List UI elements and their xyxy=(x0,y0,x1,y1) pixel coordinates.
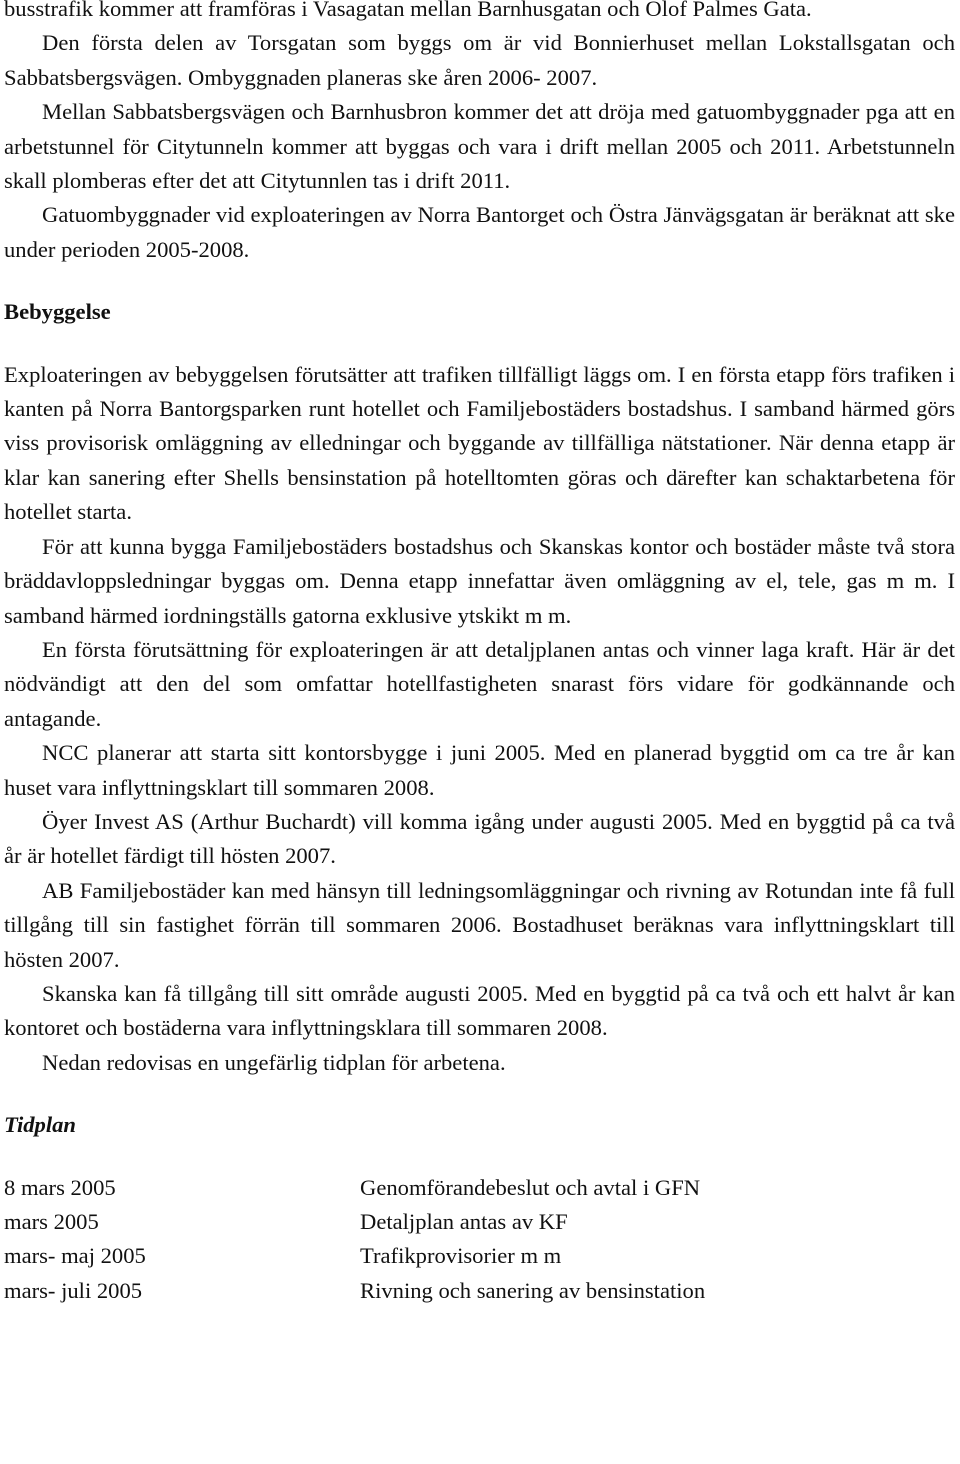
familjebostader-paragraph: För att kunna bygga Familjebostäders bostadshus och Skanskas kontor och bostäder måste två stora bräddavloppsledningar byggas om. Denna etapp innefattar även omläggning av el, tele, gas m m. I samband härmed iordningställs gatorna exklusive ytskikt m m. xyxy=(4,533,955,628)
schedule-row xyxy=(4,1239,955,1273)
schedule-date: mars 2005 xyxy=(4,1209,99,1234)
skanska-paragraph: Skanska kan få tillgång till sitt område augusti 2005. Med en byggtid på ca två och ett halvt år kan kontoret och bostäderna vara inflyttningsklara till sommaren 2008. xyxy=(4,980,955,1041)
exploatering-paragraph: Exploateringen av bebyggelsen förutsätter att trafiken tillfälligt läggs om. I en första etapp förs trafiken i kanten på Norra Bantorgsparken runt hotellet och Familjebostäders bostadshus. I samband härmed görs viss provisorisk omläggning av elledningar och byggande av tillfälliga nätstationer. När denna etapp är klar kan sanering efter Shells bensinstation på hotelltomten göras och därefter kan schaktarbetena för hotellet starta. xyxy=(4,361,955,525)
tidplan-intro-paragraph: Nedan redovisas en ungefärlig tidplan för arbetena. xyxy=(42,1049,506,1075)
sabbatsbergsvagen-paragraph: Mellan Sabbatsbergsvägen och Barnhusbron kommer det att dröja med gatuombyggnader pga att en arbetstunnel för Citytunneln kommer att byggas och vara i drift mellan 2005 och 2011. Arbetstunneln skall plomberas efter det att Citytunnlen tas i drift 2011. xyxy=(4,99,955,194)
schedule-event: Trafikprovisorier m m xyxy=(360,1243,562,1269)
ncc-paragraph: NCC planerar att starta sitt kontorsbygge i juni 2005. Med en planerad byggtid om ca tre år kan huset vara inflyttningsklart till sommaren 2008. xyxy=(4,740,955,800)
schedule-event: Rivning och sanering av bensinstation xyxy=(360,1277,706,1303)
ab-familjebostader-paragraph: AB Familjebostäder kan med hänsyn till ledningsomläggningar och rivning av Rotundan inte få full tillgång till sin fastighet förrän till sommaren 2006. Bostadhuset beräknas vara inflyttningsklart till hösten 2007. xyxy=(4,877,955,972)
schedule-table xyxy=(4,1171,955,1309)
torsgatan-paragraph: Den första delen av Torsgatan som byggs om är vid Bonnierhuset mellan Lokstallsgatan och Sabbatsbergsvägen. Ombyggnaden planeras ske åren 2006- 2007. xyxy=(4,30,955,90)
schedule-date: 8 mars 2005 xyxy=(4,1174,116,1200)
schedule-date: mars- juli 2005 xyxy=(4,1277,143,1303)
schedule-row xyxy=(4,1274,955,1308)
section-heading-bebyggelse: Bebyggelse xyxy=(4,299,111,325)
section-heading-tidplan: Tidplan xyxy=(4,1112,76,1138)
schedule-row xyxy=(4,1171,955,1205)
schedule-row xyxy=(4,1205,955,1239)
intro-continuation: busstrafik kommer att framföras i Vasagatan mellan Barnhusgatan och Olof Palmes Gata. xyxy=(4,0,812,21)
gatuombyggnader-paragraph: Gatuombyggnader vid exploateringen av Norra Bantorget och Östra Jänvägsgatan är beräknat att ske under perioden 2005-2008. xyxy=(4,202,955,262)
oyer-invest-paragraph: Öyer Invest AS (Arthur Buchardt) vill komma igång under augusti 2005. Med en byggtid på ca två år är hotellet färdigt till hösten 2007. xyxy=(4,808,955,869)
document-page xyxy=(4,0,955,1308)
schedule-event: Detaljplan antas av KF xyxy=(360,1209,568,1234)
schedule-date: mars- maj 2005 xyxy=(4,1243,146,1269)
schedule-event: Genomförandebeslut och avtal i GFN xyxy=(360,1174,701,1200)
detaljplan-paragraph: En första förutsättning för exploateringen är att detaljplanen antas och vinner laga kraft. Här är det nödvändigt att den del som omfattar hotellfastigheten snarast förs vidare för godkännande och antagande. xyxy=(4,636,955,731)
